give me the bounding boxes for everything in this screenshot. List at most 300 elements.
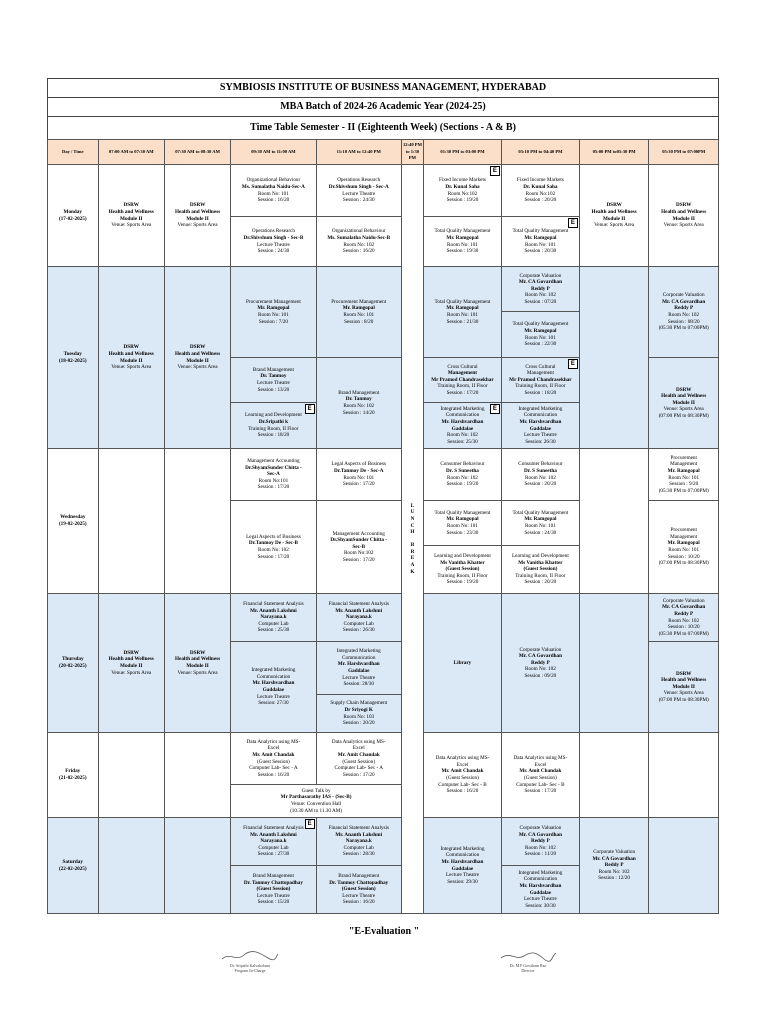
cell-line: Health and Wellness xyxy=(175,656,221,663)
cell-line: (07:00 PM to 08:30PM) xyxy=(658,696,709,703)
signatory-title: Program In-Charge xyxy=(234,968,266,973)
session-block xyxy=(502,358,579,403)
cell-line: Computer Lab xyxy=(258,620,289,627)
session-cell-stack xyxy=(231,358,316,449)
cell-line: Session : 20/30 xyxy=(524,248,557,255)
cell-line: Health and Wellness xyxy=(661,208,707,215)
session-cell xyxy=(231,267,316,358)
cell-line: Session : 19/30 xyxy=(446,248,479,255)
cell-line: DSRW xyxy=(606,202,622,209)
empty-cell xyxy=(98,733,164,818)
timetable-sheet xyxy=(47,78,719,914)
lunch-letter: A xyxy=(410,562,415,569)
signature-director xyxy=(478,950,578,973)
cell-line: Module II xyxy=(120,215,143,222)
cell-line: Library xyxy=(453,659,472,666)
cell-line: Session : 16/20 xyxy=(257,771,290,778)
evaluation-mark: E xyxy=(568,218,578,228)
cell-line: Saturday xyxy=(62,858,83,865)
cell-line: Lecture Theatre xyxy=(342,892,376,899)
cell-line: Mr. Ramgopal xyxy=(446,516,479,523)
cell-line: DSRW xyxy=(123,649,139,656)
cell-line: Room No: 101 xyxy=(524,523,556,529)
cell-line: Learning and Development xyxy=(512,553,569,560)
cell-line: Venue: Sports Area xyxy=(663,690,704,697)
cell-line: Session: 30/30 xyxy=(525,902,556,909)
cell-line: Mr. Ananth Lakshmi xyxy=(250,607,297,614)
cell-line: Financial Statement Analysis xyxy=(328,601,389,608)
cell-line: Management xyxy=(670,533,698,540)
session-cell xyxy=(501,866,579,914)
cell-line: Session : 22/30 xyxy=(524,341,557,348)
cell-line: Dr.Sripathi k xyxy=(258,418,289,425)
session-cell xyxy=(316,733,401,785)
cell-line: Computer Lab xyxy=(258,844,289,851)
cell-line: Session : 13/20 xyxy=(257,386,290,393)
session-cell-stack xyxy=(501,267,579,358)
session-cell xyxy=(649,449,719,501)
cell-line: (17-02-2025) xyxy=(58,215,87,222)
empty-cell xyxy=(98,449,164,594)
cell-line: Management xyxy=(447,370,478,377)
session-cell xyxy=(231,594,316,642)
cell-line: Session : 7/20 xyxy=(258,318,288,325)
saturday-row xyxy=(48,818,719,866)
cell-line: Venue: Sports Area xyxy=(111,669,152,676)
cell-line: Total Quality Management xyxy=(434,228,491,235)
cell-line: Procurement Management xyxy=(245,298,301,305)
cell-line: Reddy P xyxy=(530,659,550,666)
cell-line: Session : 12/20 xyxy=(598,875,630,882)
cell-line: Training Room, II Floor xyxy=(248,425,299,432)
session-cell-stack xyxy=(501,358,579,449)
cell-line: DSRW xyxy=(676,202,692,209)
cell-line: Session : 18/20 xyxy=(257,432,290,439)
cell-line: Reddy P xyxy=(674,305,694,312)
session-cell-stack xyxy=(501,501,579,594)
empty-cell xyxy=(579,449,649,594)
cell-line: Learning and Development xyxy=(434,553,491,560)
signatory-name: Dr. M P Gowtham Rao xyxy=(509,963,547,968)
cell-line: Procurement Management xyxy=(331,298,387,305)
cell-line: Mr. Harshvardhan xyxy=(441,418,484,425)
session-block xyxy=(502,501,579,546)
cell-line: (20-02-2025) xyxy=(58,663,87,669)
cell-line: Dr. Tanmoy xyxy=(345,396,372,403)
cell-line: Sec-A xyxy=(266,471,280,478)
cell-line: Session : 20/20 xyxy=(524,197,557,204)
cell-line: Dr. Tanmoy Chattopadhay xyxy=(329,879,389,886)
cell-line: Reddy P xyxy=(530,285,550,292)
cell-line: (10.30 AM to 11.30 AM) xyxy=(290,807,343,814)
cell-line: (05:30 PM to 07:00PM) xyxy=(658,325,709,332)
cell-line: Session : 17/20 xyxy=(257,553,290,560)
cell-line: Mr. CA Govardhan xyxy=(518,653,562,660)
cell-line: Operations Research xyxy=(251,228,295,235)
signature-program-incharge xyxy=(200,950,300,973)
evaluation-mark: E xyxy=(305,819,315,829)
cell-line: Session : 16/20 xyxy=(257,197,290,204)
session-cell xyxy=(424,217,502,267)
cell-line: Dr. Tanmoy xyxy=(260,373,287,380)
cell-line: Narayana.k xyxy=(345,614,372,621)
session-block xyxy=(502,546,579,593)
session-cell xyxy=(649,642,719,733)
day-cell xyxy=(48,594,99,733)
cell-line: Room No: 102 xyxy=(668,617,700,624)
cell-line: (05:30 PM to 07:00PM) xyxy=(658,630,709,637)
cell-line: Session : 8/20 xyxy=(344,318,374,325)
cell-line: Mr. Ramgopal xyxy=(667,467,700,474)
cell-line: Health and Wellness xyxy=(175,208,221,215)
day-cell xyxy=(48,165,99,267)
cell-line: Dr. Kunal Saha xyxy=(523,183,558,190)
cell-line: Module II xyxy=(602,215,626,222)
lunch-letter: L xyxy=(410,502,415,509)
cell-line: Mr. Ananth Lakshmi xyxy=(250,831,297,838)
cell-line: (Guest Session) xyxy=(257,758,290,765)
session-cell xyxy=(424,267,502,358)
cell-line: Thursday xyxy=(61,656,84,663)
cell-line: Training Room, II Floor xyxy=(515,572,566,579)
session-cell-stack xyxy=(424,358,502,449)
cell-line: Room No: 101 xyxy=(343,312,375,318)
cell-line: DSRW xyxy=(189,649,206,656)
cell-line: Brand Management xyxy=(338,389,380,396)
day-cell xyxy=(48,818,99,914)
cell-line: Corporate Valuation xyxy=(519,646,562,653)
session-cell xyxy=(316,501,401,594)
cell-line: Lecture Theatre xyxy=(256,693,290,700)
cell-line: Mr. CA Govardhan xyxy=(518,831,562,838)
cell-line: Gaddalae xyxy=(451,425,474,432)
cell-line: Communication xyxy=(523,876,558,883)
cell-line: Session : 08/20 xyxy=(667,318,700,325)
session-cell xyxy=(424,449,502,501)
cell-line: Room No: 102 xyxy=(524,292,556,299)
cell-line: Communication xyxy=(256,673,291,680)
cell-line: Session : 19/20 xyxy=(446,197,479,204)
cell-line: Ms Vanitha Khatter xyxy=(440,559,485,566)
cell-line: Organizational Behaviour xyxy=(246,177,301,184)
cell-line: Room No: 101 xyxy=(668,547,700,553)
empty-cell xyxy=(579,594,649,733)
session-cell xyxy=(231,866,316,914)
cell-line: Consumer Behaviour xyxy=(518,461,563,468)
empty-cell xyxy=(164,733,230,818)
cell-line: Room No: 101 xyxy=(258,190,289,197)
cell-line: Session : 20/20 xyxy=(342,720,375,727)
cell-line: Health and Wellness xyxy=(175,350,221,357)
cell-line: Integrated Marketing xyxy=(518,405,563,412)
session-cell xyxy=(316,818,401,866)
cell-line: Mr. Ramgopal xyxy=(446,234,479,241)
cell-line: Corporate Valuation xyxy=(593,849,636,856)
cell-line: Venue: Sports Area xyxy=(177,669,218,676)
cell-line: DSRW xyxy=(676,386,692,393)
cell-line: Session : 10/20 xyxy=(667,624,700,631)
column-header-row xyxy=(48,140,719,165)
session-cell xyxy=(231,449,316,501)
session-cell xyxy=(649,358,719,449)
empty-cell xyxy=(649,818,719,914)
cell-line: Data Analytics using MS- xyxy=(435,755,490,762)
cell-line: Computer Lab- Sec - B xyxy=(516,781,565,788)
column-header: 01:30 PM to 03:00 PM xyxy=(424,140,502,165)
cell-line: Financial Statement Analysis xyxy=(243,825,304,832)
cell-line: Integrated Marketing xyxy=(518,869,563,876)
cell-line: Financial Statement Analysis xyxy=(243,601,304,608)
session-cell xyxy=(231,217,316,267)
cell-line: Mr. Ramgopal xyxy=(257,305,290,312)
cell-line: Dr. S Suneetha xyxy=(446,467,479,474)
cell-line: Integrated Marketing xyxy=(440,405,485,412)
cell-line: Room No:102 xyxy=(343,550,374,557)
cell-line: Excel xyxy=(456,761,469,768)
wednesday-row xyxy=(48,449,719,501)
cell-line: Room No: 102 xyxy=(524,844,556,851)
cell-line: Room No: 102 xyxy=(343,241,375,248)
cell-line: Room No: 101 xyxy=(447,241,478,248)
cell-line: Fixed Income Markets xyxy=(516,177,564,184)
cell-line: Session: 26/30 xyxy=(525,438,556,445)
cell-line: (Guest Session) xyxy=(524,775,557,781)
session-block xyxy=(231,358,315,403)
cell-line: Supply Chain Management xyxy=(330,700,388,707)
cell-line: Session: 28/30 xyxy=(343,681,374,688)
session-block xyxy=(502,403,579,448)
cell-line: Fixed Income Markets xyxy=(438,177,486,184)
empty-cell xyxy=(649,733,719,818)
cell-line: Excel xyxy=(267,745,280,752)
signatory-name: Dr. Sripathi Kalvakolanu xyxy=(229,963,271,968)
cell-line: Monday xyxy=(63,208,82,215)
cell-line: Friday xyxy=(65,768,81,775)
cell-line: Mr. Ramgopal xyxy=(524,516,557,523)
cell-line: Room No: 102 xyxy=(598,868,630,875)
cell-line: Computer Lab xyxy=(343,844,374,851)
cell-line: Data Analytics using MS- xyxy=(513,755,568,762)
cell-line: Integrated Marketing xyxy=(336,648,381,655)
cell-line: Venue: Sports Area xyxy=(177,222,218,229)
cell-line: Session: 27/30 xyxy=(258,700,289,707)
session-cell xyxy=(231,501,316,594)
thursday-row xyxy=(48,594,719,642)
day-cell xyxy=(48,449,99,594)
cell-line: Reddy P xyxy=(530,838,550,845)
cell-line: Session : 14/20 xyxy=(342,409,375,416)
friday-row xyxy=(48,733,719,785)
cell-line: Brand Management xyxy=(338,873,380,880)
session-cell xyxy=(231,165,316,217)
cell-line: Room No: 102 xyxy=(258,547,289,553)
cell-line: Session : 17/20 xyxy=(342,771,375,778)
cell-line: Integrated Marketing xyxy=(440,845,485,852)
cell-line: Session : 15/20 xyxy=(257,899,290,906)
column-header: 05:00 PM to05:30 PM xyxy=(579,140,649,165)
cell-line: Mr. CA Govardhan xyxy=(662,298,706,305)
cell-line: Procurement xyxy=(670,527,697,534)
cell-line: Session : 17/20 xyxy=(342,556,375,563)
cell-line: Room No: 102 xyxy=(668,312,700,318)
cell-line: Venue: Convention Hall xyxy=(291,801,342,807)
cell-line: Session : 26/30 xyxy=(342,627,375,634)
dsrw-cell xyxy=(98,594,164,733)
evaluation-mark: E xyxy=(305,404,315,414)
session-cell xyxy=(231,818,316,866)
cell-line: Computer Lab- Sec - A xyxy=(249,765,298,772)
session-cell xyxy=(231,642,316,733)
session-block xyxy=(502,267,579,312)
evaluation-note: "E-Evaluation " xyxy=(348,926,420,937)
session-block xyxy=(424,403,501,448)
cell-line: Mr Pramod Chandrasekhar xyxy=(509,376,572,383)
cell-line: (07:00 PM to 08:30PM) xyxy=(658,560,709,567)
cell-line: Management Accounting xyxy=(332,530,385,537)
cell-line: (Guest Session) xyxy=(523,566,558,573)
cell-line: Session : 17/20 xyxy=(342,481,375,488)
lunch-letter: R xyxy=(410,548,415,555)
cell-line: Session : 19/20 xyxy=(446,481,479,488)
cell-line: Session : 20/20 xyxy=(524,579,557,586)
cell-line: (18-02-2025) xyxy=(58,357,87,364)
cell-line: Sec-B xyxy=(352,543,366,550)
cell-line: (19-02-2025) xyxy=(58,521,87,527)
cell-line: (Guest Session) xyxy=(256,886,291,893)
lunch-break-column xyxy=(401,165,423,914)
dsrw-cell xyxy=(98,165,164,267)
cell-line: Room No: 101 xyxy=(524,334,556,341)
cell-line: Room No: 102 xyxy=(447,432,478,439)
session-cell xyxy=(316,267,401,358)
cell-line: Excel xyxy=(352,745,365,752)
lunch-letter: K xyxy=(410,568,415,575)
cell-line: Ms. Sumalatha Naidu-Sec-A xyxy=(241,183,305,190)
lunch-letter: E xyxy=(410,555,415,562)
cell-line: Communication xyxy=(342,654,376,661)
cell-line: Module II xyxy=(186,215,209,222)
evaluation-mark: E xyxy=(490,404,500,414)
column-header: 03:10 PM to 04:40 PM xyxy=(501,140,579,165)
cell-line: (Guest Session) xyxy=(342,758,376,765)
empty-cell xyxy=(164,449,230,594)
cell-line: Room No: 101 xyxy=(258,312,289,318)
cell-line: Venue: Sports Area xyxy=(111,222,152,229)
cell-line: Corporate Valuation xyxy=(662,292,705,299)
cell-line: Legal Aspects of Business xyxy=(331,461,387,468)
signatory-title: Director xyxy=(521,968,535,973)
cell-line: Gaddalae xyxy=(348,668,370,674)
empty-cell xyxy=(98,818,164,914)
cell-line: Mr. CA Govardhan xyxy=(592,855,636,862)
cell-line: Data Analytics using MS- xyxy=(331,738,386,745)
session-block xyxy=(317,695,401,732)
cell-line: Corporate Valuation xyxy=(662,597,705,604)
cell-line: Room No: 103 xyxy=(343,713,375,720)
session-cell xyxy=(649,501,719,594)
cell-line: Brand Management xyxy=(252,873,294,880)
cell-line: Health and Wellness xyxy=(591,208,637,215)
cell-line: Guest Talk by xyxy=(301,787,331,794)
session-cell xyxy=(316,866,401,914)
cell-line: Ms Vanitha Khatter xyxy=(518,559,563,566)
cell-line: Narayana.k xyxy=(260,838,287,845)
session-cell xyxy=(579,818,649,914)
cell-line: (22-02-2025) xyxy=(58,865,87,872)
cell-line: Room No: 102 xyxy=(524,474,556,481)
cell-line: Mr. Ramgopal xyxy=(342,305,375,312)
session-block xyxy=(424,358,501,403)
lunch-letter: U xyxy=(410,509,415,516)
session-cell xyxy=(649,594,719,642)
cell-line: Total Quality Management xyxy=(434,298,491,305)
empty-cell xyxy=(164,818,230,914)
cell-line: Room No: 101 xyxy=(447,523,478,529)
cell-line: Dr.Shivshum Singh - Sec-B xyxy=(243,234,304,241)
cell-line: Management xyxy=(670,461,698,468)
cell-line: DSRW xyxy=(189,202,206,209)
cell-line: Management xyxy=(526,370,554,377)
signature-icon xyxy=(498,950,558,962)
cell-line: Legal Aspects of Business xyxy=(246,533,301,540)
cell-line: Gaddalae xyxy=(451,865,474,872)
cell-line: DSRW xyxy=(123,202,139,209)
session-cell xyxy=(649,267,719,358)
cell-line: Mr. CA Govardhan xyxy=(662,604,706,611)
column-header: 12:40 PM to 1:30 PM xyxy=(401,140,423,165)
cell-line: Venue: Sports Area xyxy=(594,222,635,229)
cell-line: Room No:101 xyxy=(258,477,289,484)
cell-line: Financial Statement Analysis xyxy=(328,825,389,832)
cell-line: Lecture Theatre xyxy=(342,674,376,681)
cell-line: Ms. Sumalatha Naidu-Sec-B xyxy=(327,234,391,241)
cell-line: Room No: 102 xyxy=(524,666,556,673)
cell-line: (05:30 PM to 07:00PM) xyxy=(658,487,709,494)
cell-line: Session : 24/30 xyxy=(524,529,557,536)
cell-line: Venue: Sports Area xyxy=(663,406,704,413)
cell-line: Venue: Sports Area xyxy=(111,364,152,371)
institute-title: SYMBIOSIS INSTITUTE OF BUSINESS MANAGEMENT, HYDERABAD xyxy=(47,78,719,97)
cell-line: Dr. Kunal Saha xyxy=(445,183,480,190)
cell-line: Wednesday xyxy=(60,514,86,521)
cell-line: Dr Sriyogi K xyxy=(344,706,373,713)
cell-line: Room No:102 xyxy=(447,190,478,197)
cell-line: Consumer Behaviour xyxy=(440,461,485,468)
cell-line: (Guest Session) xyxy=(341,886,376,893)
cell-line: Reddy P xyxy=(604,862,624,869)
cell-line: Room No: 101 xyxy=(524,241,556,248)
cell-line: Session : 18/20 xyxy=(524,389,557,396)
cell-line: (Guest Session) xyxy=(445,566,480,573)
cell-line: Dr.ShyamSunder Chitta - xyxy=(330,537,388,544)
session-cell xyxy=(316,449,401,501)
cell-line: Module II xyxy=(186,357,209,364)
cell-line: Corporate Valuation xyxy=(519,825,562,832)
cell-line: Lecture Theatre xyxy=(342,190,376,197)
cell-line: DSRW xyxy=(123,344,139,351)
cell-line: Session : 16/20 xyxy=(446,788,479,795)
cell-line: Narayana.k xyxy=(260,614,287,621)
cell-line: (Guest Session) xyxy=(446,775,479,781)
cell-line: Room No: 101 xyxy=(343,474,375,481)
empty-cell xyxy=(579,267,649,449)
cell-line: Lecture Theatre xyxy=(523,896,557,903)
cell-line: Session: 25/30 xyxy=(447,438,478,445)
cell-line: Venue: Sports Area xyxy=(663,222,704,229)
semester-title: Time Table Semester - II (Eighteenth Week) (Sections - A & B) xyxy=(47,116,719,139)
cell-line: Dr.Tanmoy De - Sec-B xyxy=(248,540,299,547)
cell-line: Training Room, II Floor xyxy=(437,383,488,390)
